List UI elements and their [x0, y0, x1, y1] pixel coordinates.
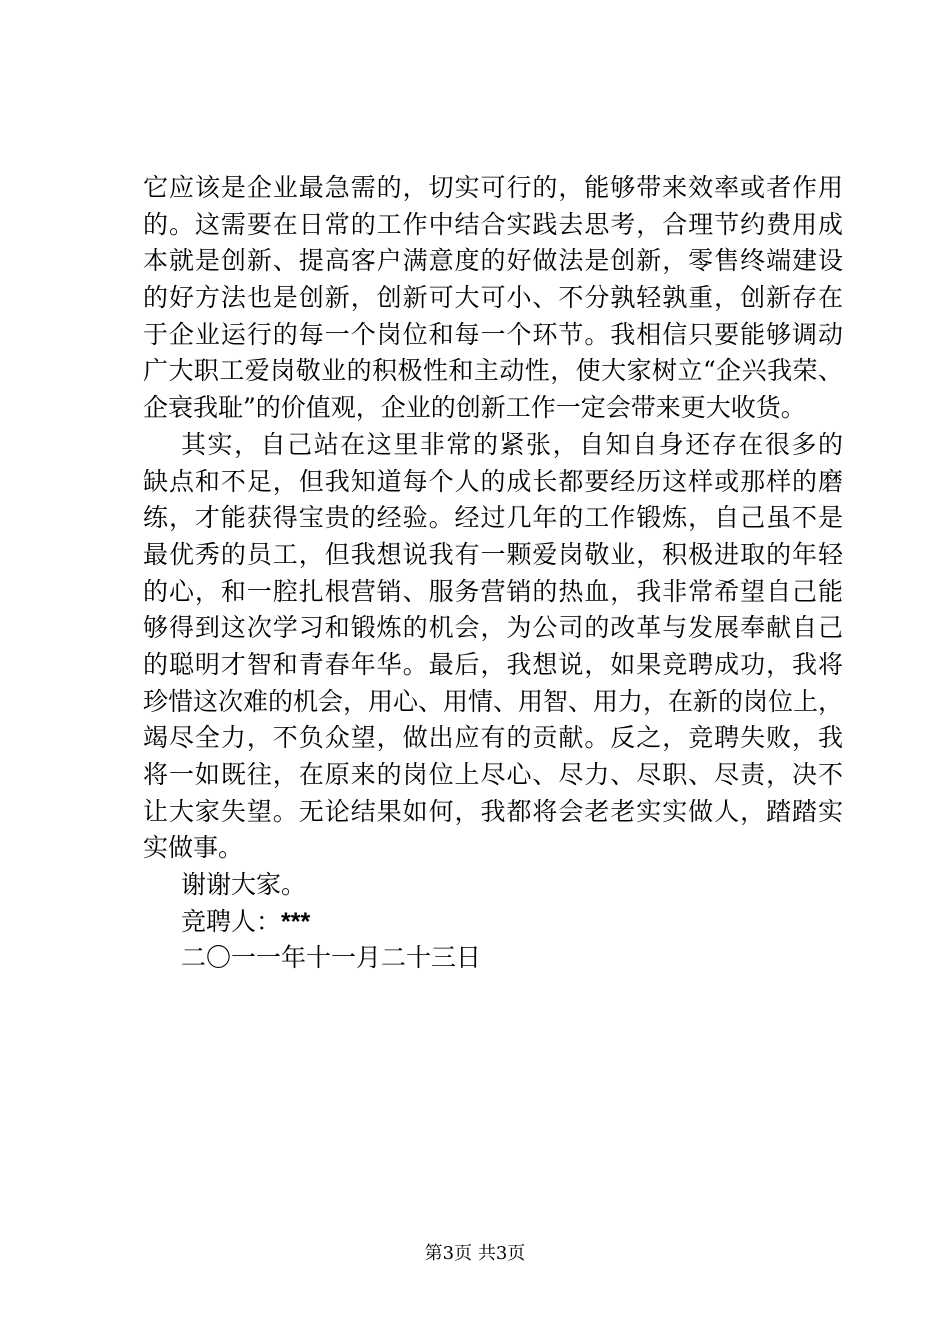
text-line: 广大职工爱岗敬业的积极性和主动性，使大家树立“企兴我荣、: [143, 356, 843, 386]
text-line: 实做事。: [143, 833, 244, 863]
text-line: 将一如既往，在原来的岗位上尽心、尽力、尽职、尽责，决不: [143, 760, 843, 789]
text-line: 珍惜这次难的机会，用心、用情、用智、用力，在新的岗位上，: [143, 686, 844, 716]
date-line: 二〇一一年十一月二十三日: [181, 943, 482, 973]
text-line: 最优秀的员工，但我想说我有一颗爱岗敬业，积极进取的年轻: [143, 539, 843, 569]
text-line: 的聪明才智和青春年华。最后，我想说，如果竞聘成功，我将: [143, 649, 843, 679]
text-line: 其实，自己站在这里非常的紧张，自知自身还存在很多的: [181, 429, 843, 459]
document-body: [143, 170, 843, 977]
text-line: 于企业运行的每一个岗位和每一个环节。我相信只要能够调动: [143, 319, 843, 349]
text-line: 练，才能获得宝贵的经验。经过几年的工作锻炼，自己虽不是: [143, 503, 843, 533]
text-line: 缺点和不足，但我知道每个人的成长都要经历这样或那样的磨: [143, 466, 843, 496]
thanks-line: 谢谢大家。: [181, 870, 307, 900]
signature-name: ***: [281, 907, 311, 936]
text-line: 的好方法也是创新，创新可大可小、不分孰轻孰重，创新存在: [143, 283, 843, 313]
text-line: 的。这需要在日常的工作中结合实践去思考，合理节约费用成: [143, 209, 843, 239]
text-line: 企衰我耻”的价值观，企业的创新工作一定会带来更大收货。: [143, 393, 806, 423]
text-line: 竭尽全力，不负众望，做出应有的贡献。反之，竞聘失败，我: [143, 723, 843, 753]
text-line: 的心，和一腔扎根营销、服务营销的热血，我非常希望自己能: [143, 576, 843, 606]
text-line: 够得到这次学习和锻炼的机会，为公司的改革与发展奉献自己: [143, 613, 843, 643]
page-footer: 第3页 共3页: [424, 1243, 526, 1264]
paragraph-1: [143, 170, 843, 427]
text-line: 让大家失望。无论结果如何，我都将会老老实实做人，踏踏实: [143, 796, 843, 826]
text-line: 它应该是企业最急需的，切实可行的，能够带来效率或者作用: [143, 173, 843, 202]
signature-label: 竞聘人：: [181, 906, 282, 936]
paragraph-2: [143, 427, 843, 867]
text-line: 本就是创新、提高客户满意度的好做法是创新，零售终端建设: [143, 246, 843, 276]
signature-line: [143, 904, 843, 941]
